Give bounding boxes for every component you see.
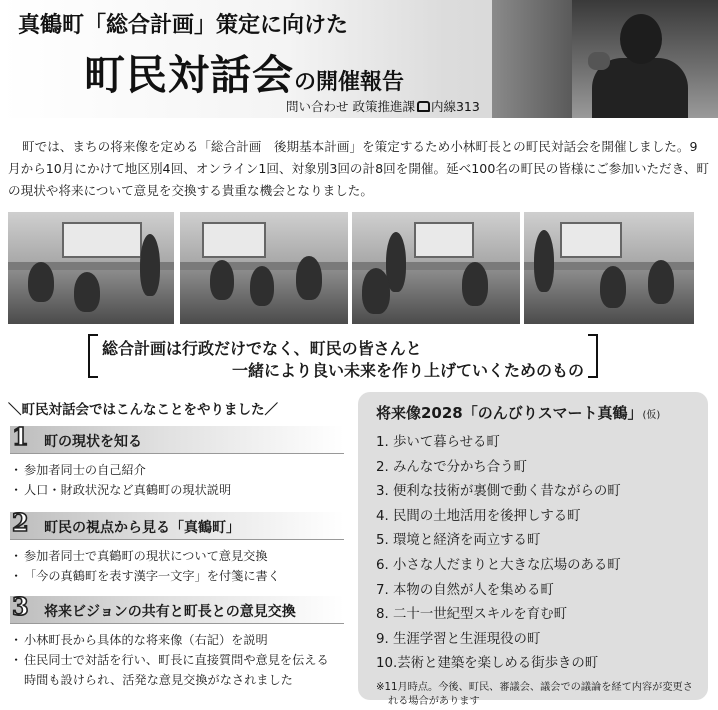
photo-person-hand (588, 52, 610, 70)
page-title (84, 42, 404, 101)
vision-item: 3. 便利な技術が裏側で動く昔ながらの町 (376, 484, 621, 500)
vision-item: 1. 歩いて暮らせる町 (376, 435, 500, 450)
vision-title-text: 将来像2028「のんびりスマート真鶴」 (376, 404, 643, 422)
vision-title-note: (仮) (642, 410, 661, 421)
section-number: 1 (12, 422, 29, 451)
vision-item: 10.芸術と建築を楽しめる街歩きの町 (376, 656, 599, 672)
meeting-photo-4 (524, 212, 694, 324)
list-item: ・ 住民同士で対話を行い、町長に直接質問や意見を伝える時間も設けられ、活発な意見交換がなされました (10, 650, 330, 690)
section-title-bar (10, 422, 344, 454)
contact-prefix: 問い合わせ 政策推進課 (286, 99, 415, 114)
vision-item: 9. 生涯学習と生涯現役の町 (376, 631, 541, 647)
section-title-bar (10, 592, 344, 624)
title-line1: 真鶴町「総合計画」策定に向けた (18, 13, 349, 38)
section-title: 町民の視点から見る「真鶴町」 (44, 520, 240, 536)
meeting-photo-3 (352, 212, 520, 324)
activity-section-1 (10, 422, 344, 500)
list-item: ・ 小林町長から具体的な将来像（右記）を説明 (10, 630, 344, 650)
contact-ext: 内線313 (430, 99, 480, 114)
vision-title (376, 402, 696, 423)
quote-bracket-right (588, 334, 598, 378)
vision-item: 7. 本物の自然が人を集める町 (376, 582, 554, 598)
activity-section-3 (10, 592, 344, 690)
quote-line1: 総合計画は行政だけでなく、町民の皆さんと (102, 339, 422, 358)
meeting-photo-2 (180, 212, 348, 324)
intro-paragraph: 町では、まちの将来像を定める「総合計画 後期基本計画」を策定するため小林町長との町民対話会を開催しました。9月から10月にかけて地区別4回、オンライン1回、対象別3回の計8回を開催。延べ100名の町民の皆様にご参加いただき、町の現状や将来について意見を交換する貴重な機会となりました。 (8, 139, 709, 198)
photo-person-head (620, 14, 662, 64)
photo-whiteboard (492, 0, 572, 118)
title-suffix: の開催報告 (294, 70, 405, 95)
section-title-bar (10, 508, 344, 540)
activities-heading: ＼町民対話会ではこんなことをやりました／ (8, 402, 278, 418)
title-main: 町民対話会 (84, 51, 294, 99)
section-number: 3 (12, 592, 29, 621)
section-number: 2 (12, 508, 29, 537)
contact-info (286, 97, 480, 115)
meeting-photo-1 (8, 212, 174, 324)
section-bullets (10, 460, 344, 500)
list-item: ・ 人口・財政状況など真鶴町の現状説明 (10, 480, 344, 500)
section-bullets (10, 630, 344, 690)
section-title: 将来ビジョンの共有と町長との意見交換 (44, 604, 296, 620)
vision-item: 4. 民間の土地活用を後押しする町 (376, 508, 581, 524)
vision-item: 5. 環境と経済を両立する町 (376, 533, 541, 549)
quote-line2: 一緒により良い未来を作り上げていくためのもの (231, 361, 584, 380)
section-title: 町の現状を知る (44, 434, 142, 450)
vision-box (358, 392, 708, 707)
list-item: ・ 「今の真鶴町を表す漢字一文字」を付箋に書く (10, 566, 344, 586)
section-bullets (10, 546, 344, 586)
vision-note: ※11月時点。今後、町民、審議会、議会での議論を経て内容が変更される場合があります (376, 681, 693, 707)
vision-item: 6. 小さな人だまりと大きな広場のある町 (376, 557, 621, 573)
header (0, 0, 718, 118)
pull-quote (88, 334, 598, 382)
vision-item: 8. 二十一世紀型スキルを育む町 (376, 607, 567, 623)
list-item: ・ 参加者同士の自己紹介 (10, 460, 344, 480)
vision-item: 2. みんなで分かち合う町 (376, 459, 527, 475)
phone-icon (417, 101, 430, 112)
quote-bracket-left (88, 334, 98, 378)
header-photo-mayor (492, 0, 718, 118)
list-item: ・ 参加者同士で真鶴町の現状について意見交換 (10, 546, 344, 566)
activity-section-2 (10, 508, 344, 586)
vision-list (376, 431, 696, 677)
